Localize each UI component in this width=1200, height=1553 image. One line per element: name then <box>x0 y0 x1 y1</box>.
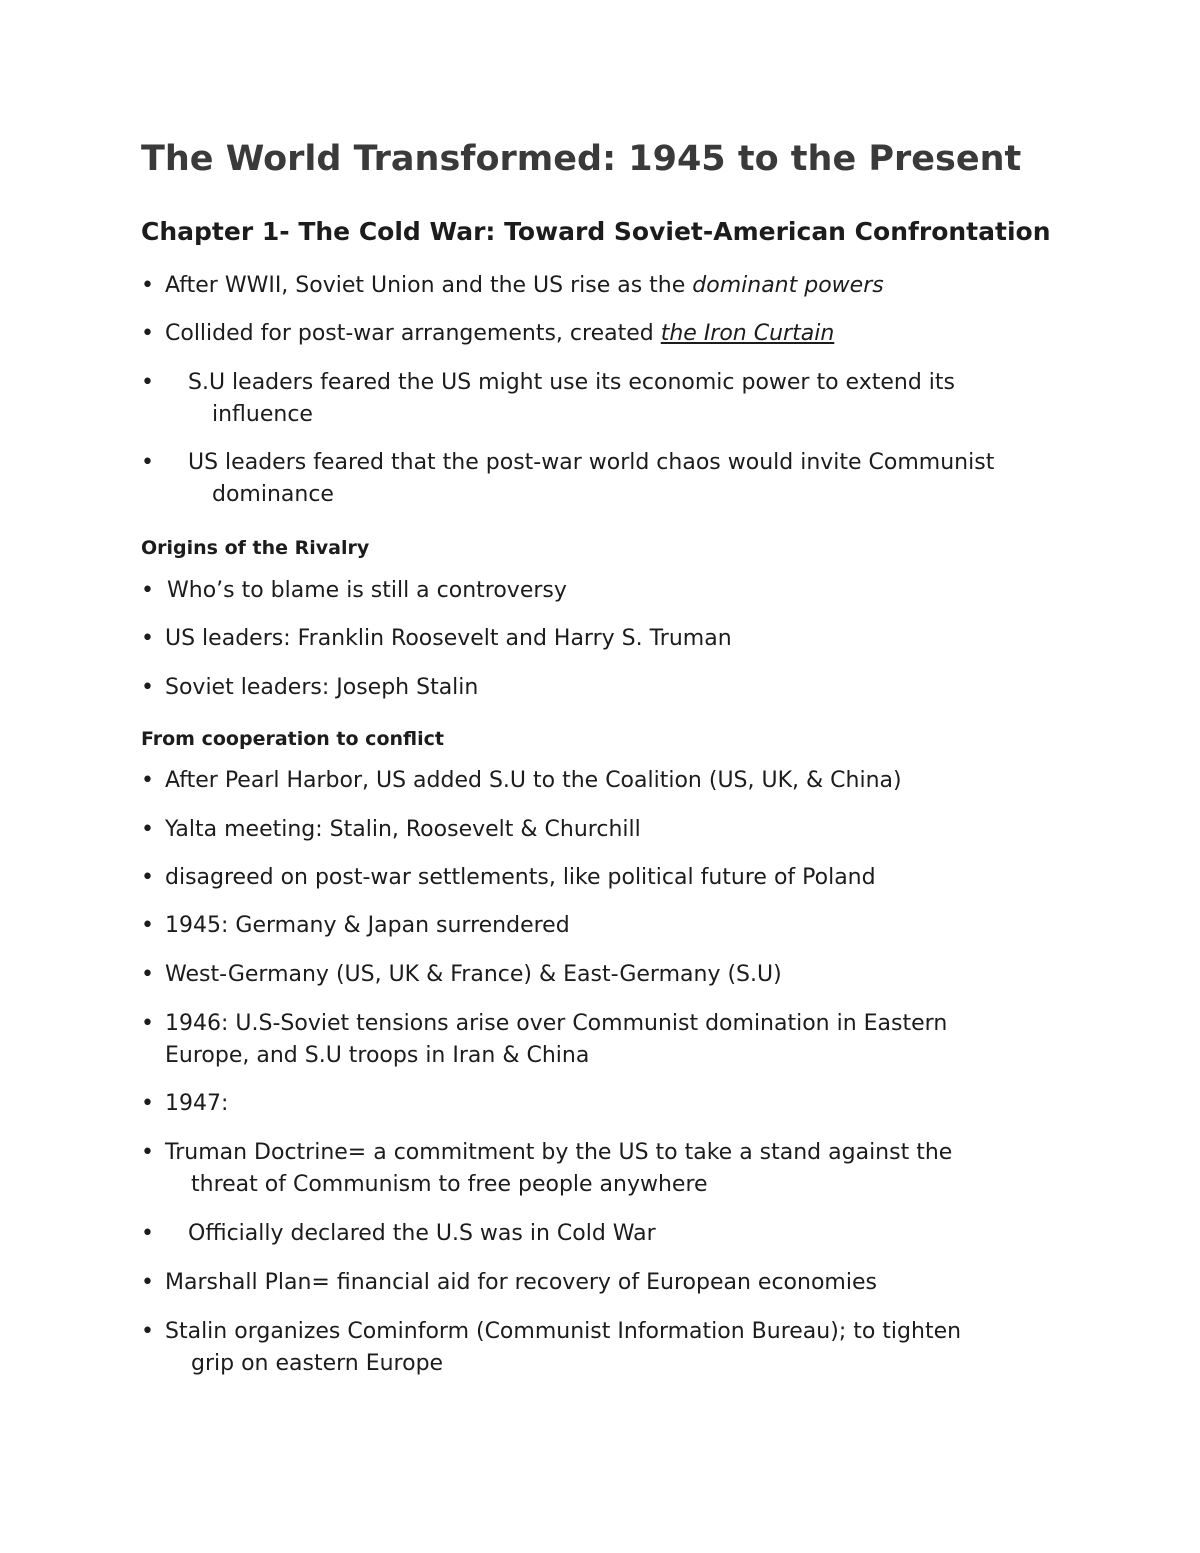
bullet-icon: • <box>141 817 154 842</box>
list-item-text: 1947: <box>165 1091 229 1116</box>
list-item-text-continued: grip on eastern Europe <box>191 1351 444 1376</box>
bullet-icon: • <box>141 321 154 346</box>
bullet-icon: • <box>141 1140 154 1165</box>
section-heading: From cooperation to conflict <box>141 728 444 750</box>
bullet-icon: • <box>141 865 154 890</box>
bullet-icon: • <box>141 626 154 651</box>
list-item-text: 1945: Germany & Japan surrendered <box>165 913 570 938</box>
bullet-icon: • <box>141 675 154 700</box>
bullet-icon: • <box>141 913 154 938</box>
document-title: The World Transformed: 1945 to the Present <box>141 139 1022 179</box>
bullet-icon: • <box>141 1270 154 1295</box>
list-item-text-continued: threat of Communism to free people anywhere <box>191 1172 708 1197</box>
list-item-text: Collided for post-war arrangements, created <box>165 321 661 346</box>
chapter-heading: Chapter 1- The Cold War: Toward Soviet-American Confrontation <box>141 217 1051 246</box>
bullet-icon: • <box>141 273 154 298</box>
bullet-icon: • <box>141 370 154 395</box>
list-item-text: Soviet leaders: Joseph Stalin <box>165 675 479 700</box>
list-item-text: 1946: U.S-Soviet tensions arise over Communist domination in Eastern <box>165 1011 948 1036</box>
list-item-text: S.U leaders feared the US might use its economic power to extend its <box>188 370 955 395</box>
list-item-text: West-Germany (US, UK & France) & East-Germany (S.U) <box>165 962 782 987</box>
section-heading: Origins of the Rivalry <box>141 537 370 559</box>
bullet-icon: • <box>141 1319 154 1344</box>
list-item-text: After WWII, Soviet Union and the US rise as the <box>165 273 693 298</box>
bullet-icon: • <box>141 768 154 793</box>
bullet-icon: • <box>141 1091 154 1116</box>
list-item-text: Yalta meeting: Stalin, Roosevelt & Churchill <box>165 817 641 842</box>
list-item-text: Who’s to blame is still a controversy <box>167 578 567 603</box>
bullet-icon: • <box>141 1011 154 1036</box>
list-item-text-continued: Europe, and S.U troops in Iran & China <box>165 1043 590 1068</box>
iron-curtain-term: the Iron Curtain <box>660 321 835 346</box>
bullet-icon: • <box>141 578 154 603</box>
bullet-icon: • <box>141 450 154 475</box>
emphasis-text: dominant powers <box>692 273 884 298</box>
list-item-text: US leaders feared that the post-war world chaos would invite Communist <box>188 450 995 475</box>
list-item-text-continued: dominance <box>212 482 334 507</box>
list-item-text-continued: influence <box>212 402 313 427</box>
list-item-text: Stalin organizes Cominform (Communist Information Bureau); to tighten <box>165 1319 962 1344</box>
list-item-text: Truman Doctrine= a commitment by the US to take a stand against the <box>165 1140 953 1165</box>
list-item-text: US leaders: Franklin Roosevelt and Harry S. Truman <box>165 626 732 651</box>
list-item-text: Officially declared the U.S was in Cold War <box>188 1221 656 1246</box>
bullet-icon: • <box>141 962 154 987</box>
list-item-text: Marshall Plan= financial aid for recovery of European economies <box>165 1270 877 1295</box>
list-item-text: disagreed on post-war settlements, like political future of Poland <box>165 865 876 890</box>
bullet-icon: • <box>141 1221 154 1246</box>
list-item-text: After Pearl Harbor, US added S.U to the Coalition (US, UK, & China) <box>165 768 902 793</box>
